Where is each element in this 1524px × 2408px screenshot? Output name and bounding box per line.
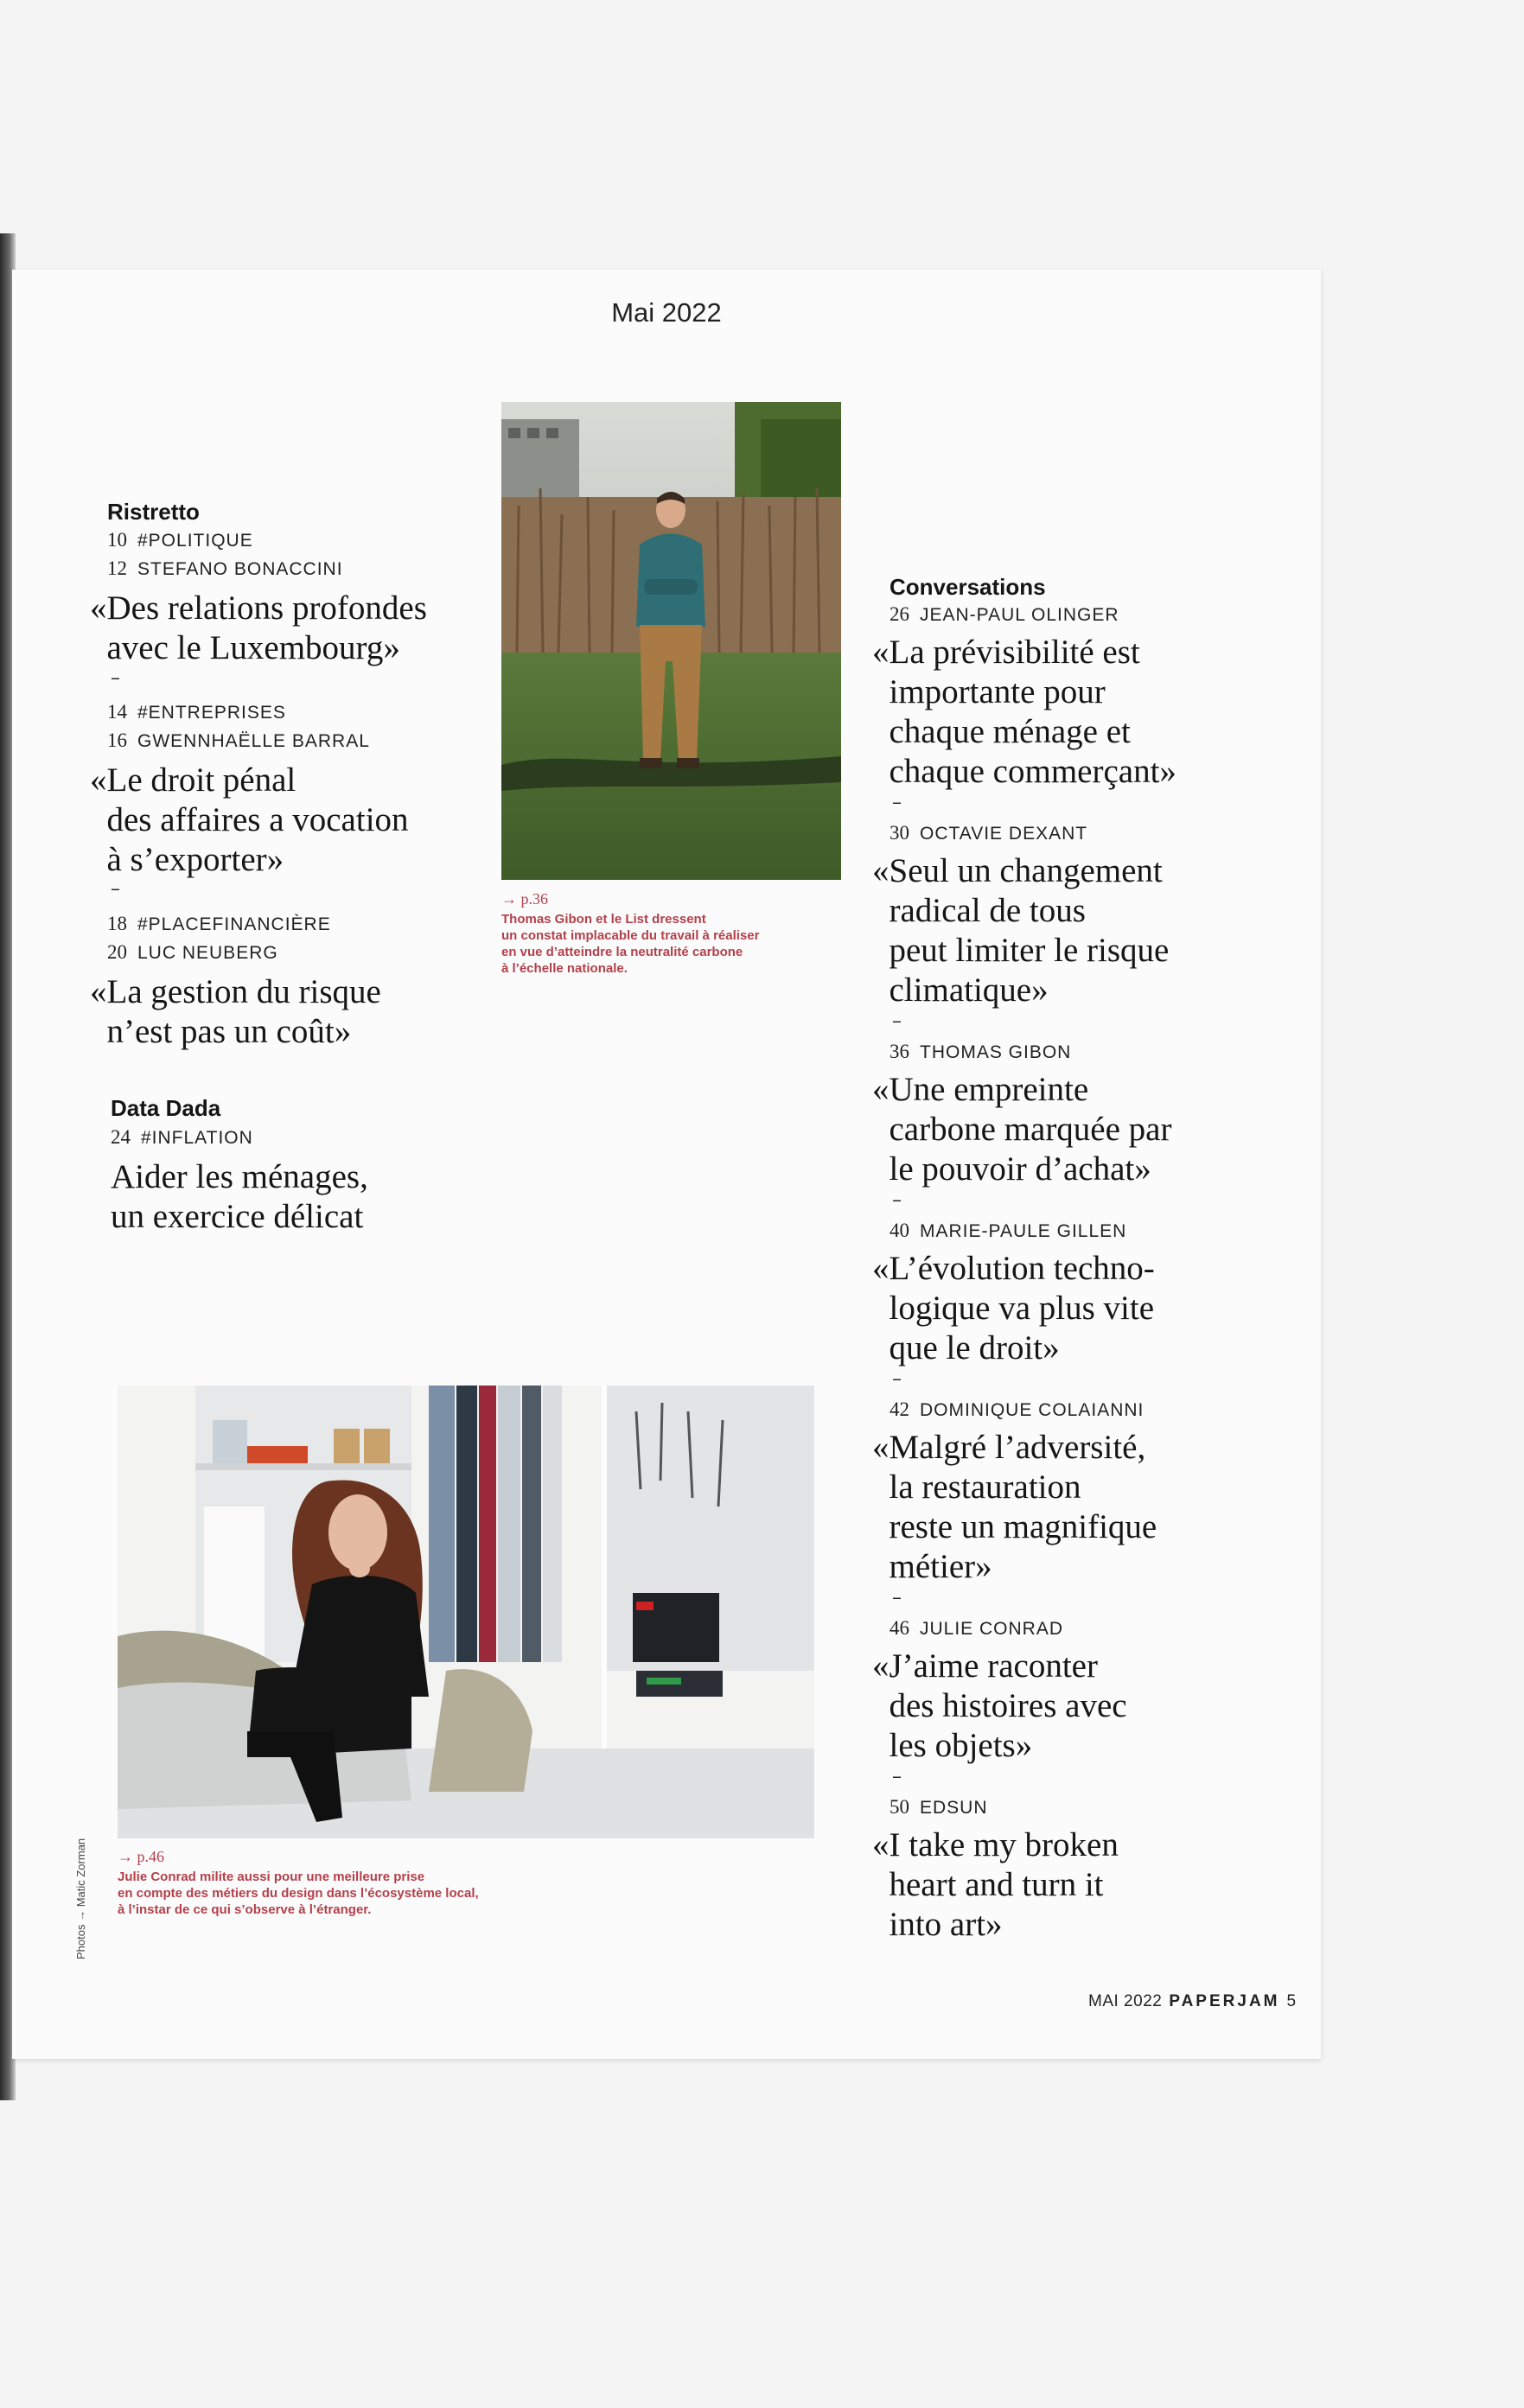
page-number: 40: [890, 1220, 909, 1241]
toc-line: [890, 822, 1087, 844]
author-name: JULIE CONRAD: [920, 1619, 1064, 1639]
page-number: 18: [107, 913, 127, 934]
page-number: 26: [890, 603, 909, 625]
separator-dash: –: [892, 792, 902, 813]
photo-illustration: [501, 402, 841, 880]
photo-credit: Photos → Matic Zorman: [74, 1838, 87, 1959]
headline-quote: «L’évolution techno- logique va plus vite que le droit»: [872, 1250, 1155, 1366]
page-number: 12: [107, 557, 127, 579]
section-title-ristretto: Ristretto: [107, 499, 200, 525]
section-title-conversations: Conversations: [890, 574, 1046, 600]
toc-line: [107, 557, 343, 580]
page-number: 30: [890, 822, 909, 844]
page-number: 24: [111, 1126, 131, 1148]
page-number: 20: [107, 941, 127, 963]
headline-quote: «Le droit pénal des affaires a vocation à s’exporter»: [90, 761, 409, 878]
headline-quote: «La prévisibilité est importante pour chaque ménage et chaque commerçant»: [872, 634, 1176, 790]
page-number: 46: [890, 1617, 909, 1639]
page-number: 10: [107, 529, 127, 551]
headline-quote: Aider les ménages, un exercice délicat: [111, 1158, 368, 1235]
toc-line: [890, 1617, 1063, 1640]
toc-line: [890, 1220, 1126, 1242]
author-name: MARIE-PAULE GILLEN: [920, 1221, 1127, 1241]
photo-caption: Thomas Gibon et le List dressent un constat implacable du travail à réaliser en vue d’atteindre la neutralité carbone à l’échelle nationale.: [501, 912, 760, 976]
toc-line: [107, 529, 253, 551]
section-title-data-dada: Data Dada: [111, 1095, 221, 1121]
toc-line: [890, 1041, 1071, 1063]
headline-quote: «Seul un changement radical de tous peut limiter le risque climatique»: [872, 852, 1170, 1009]
tag-label: #INFLATION: [141, 1128, 253, 1148]
toc-line: [890, 1398, 1144, 1421]
author-name: THOMAS GIBON: [920, 1042, 1072, 1062]
author-name: LUC NEUBERG: [137, 943, 278, 963]
tag-label: #ENTREPRISES: [137, 703, 286, 723]
tag-label: #POLITIQUE: [137, 531, 253, 551]
separator-dash: –: [111, 667, 120, 689]
page-month-header: Mai 2022: [611, 297, 722, 328]
page-reference: → p.36: [501, 890, 548, 908]
magazine-page: [12, 270, 1321, 2059]
separator-dash: –: [892, 1766, 902, 1787]
tag-label: #PLACEFINANCIÈRE: [137, 914, 331, 934]
toc-line: [890, 1796, 988, 1819]
toc-line: [111, 1126, 253, 1149]
portrait-photo-thomas-gibon: [501, 402, 841, 880]
separator-dash: –: [111, 878, 120, 900]
author-name: DOMINIQUE COLAIANNI: [920, 1400, 1145, 1420]
magazine-brand: PAPERJAM: [1169, 1992, 1280, 2010]
headline-quote: «La gestion du risque n’est pas un coût»: [90, 973, 381, 1050]
headline-quote: «Malgré l’adversité, la restauration reste un magnifique métier»: [872, 1429, 1157, 1585]
separator-dash: –: [892, 1587, 902, 1609]
headline-quote: «Une empreinte carbone marquée par le pouvoir d’achat»: [872, 1071, 1172, 1188]
portrait-photo-julie-conrad: [118, 1386, 814, 1838]
headline-quote: «I take my broken heart and turn it into art»: [872, 1826, 1119, 1943]
page-reference: → p.46: [118, 1848, 164, 1865]
separator-dash: –: [892, 1368, 902, 1390]
photo-caption: Julie Conrad milite aussi pour une meilleure prise en compte des métiers du design dans l’écosystème local, à l’instar de ce qui s’observe à l’étranger.: [118, 1870, 479, 1917]
photo-illustration: [118, 1386, 814, 1838]
author-name: EDSUN: [920, 1798, 988, 1818]
page-number: 42: [890, 1398, 909, 1420]
page-number-footer: 5: [1286, 1992, 1297, 2010]
page-number: 36: [890, 1041, 909, 1062]
toc-line: [107, 913, 331, 935]
author-name: GWENNHAËLLE BARRAL: [137, 731, 370, 751]
author-name: JEAN-PAUL OLINGER: [920, 605, 1119, 625]
toc-line: [107, 729, 370, 752]
toc-line: [107, 701, 286, 723]
footer-month: MAI 2022: [1088, 1992, 1163, 2010]
page-number: 14: [107, 701, 127, 723]
headline-quote: «Des relations profondes avec le Luxembourg»: [90, 589, 427, 666]
page-footer: [1088, 1992, 1297, 2011]
separator-dash: –: [892, 1010, 902, 1032]
separator-dash: –: [892, 1189, 902, 1211]
page-number: 50: [890, 1796, 909, 1818]
headline-quote: «J’aime raconter des histoires avec les objets»: [872, 1647, 1127, 1764]
toc-line: [107, 941, 278, 964]
page-number: 16: [107, 729, 127, 751]
author-name: STEFANO BONACCINI: [137, 559, 343, 579]
toc-line: [890, 603, 1119, 626]
author-name: OCTAVIE DEXANT: [920, 824, 1088, 844]
